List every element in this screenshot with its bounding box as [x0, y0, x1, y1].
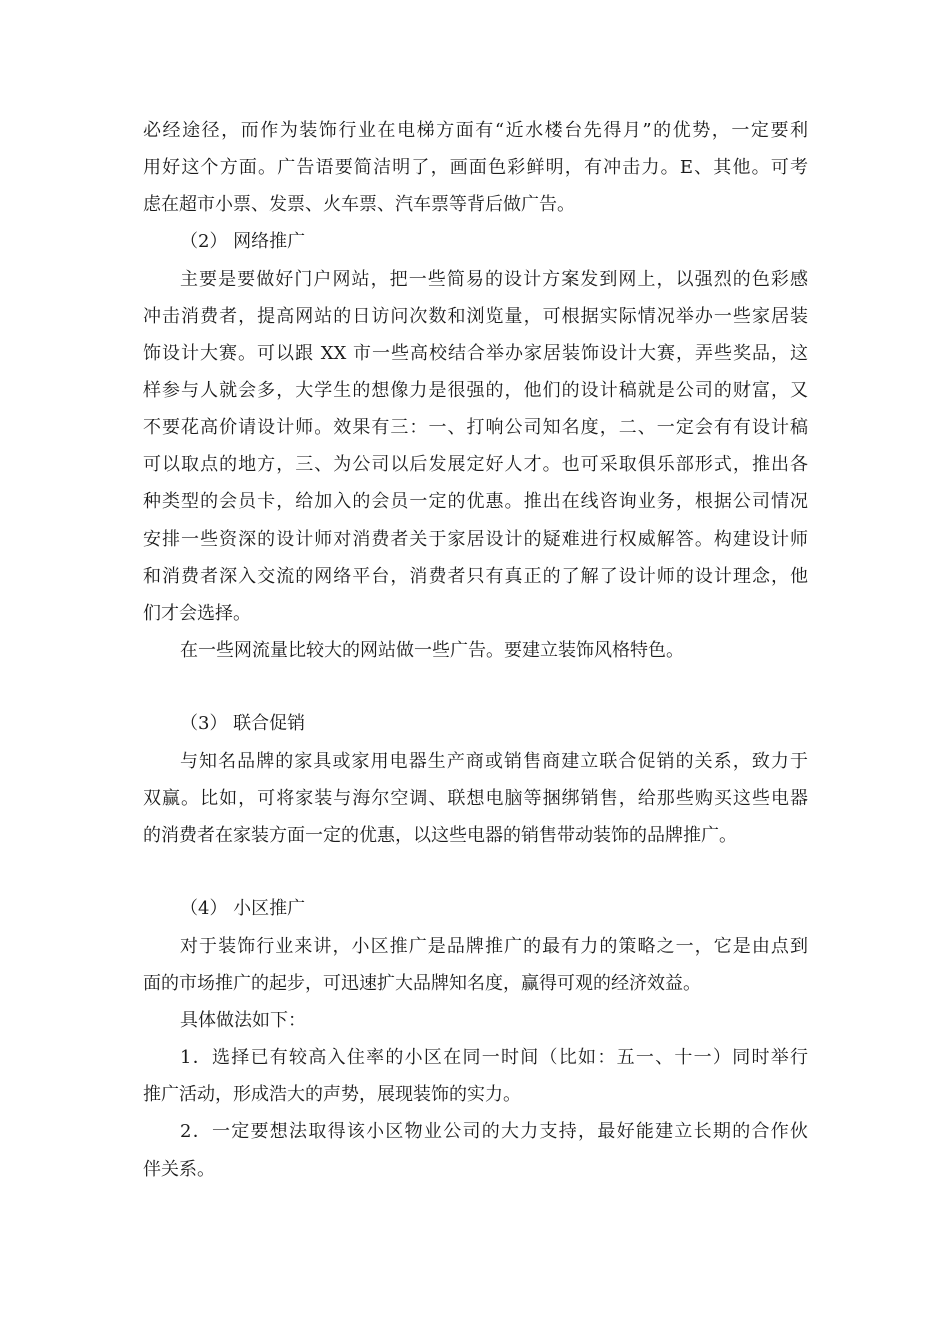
body-line: 必经途径，而作为装饰行业在电梯方面有“近水楼台先得月”的优势，一定要利	[143, 120, 808, 141]
section-heading: （2） 网络推广	[180, 231, 306, 252]
body-line: 推广活动，形成浩大的声势，展现装饰的实力。	[143, 1084, 521, 1105]
list-item: 1．选择已有较高入住率的小区在同一时间（比如：五一、十一）同时举行	[180, 1047, 808, 1068]
body-line: 们才会选择。	[143, 603, 251, 624]
body-line: 用好这个方面。广告语要简洁明了，画面色彩鲜明，有冲击力。E、其他。可考	[143, 157, 808, 178]
body-line: 安排一些资深的设计师对消费者关于家居设计的疑难进行权威解答。构建设计师	[143, 529, 808, 550]
body-line: 种类型的会员卡，给加入的会员一定的优惠。推出在线咨询业务，根据公司情况	[143, 491, 808, 512]
body-line: 饰设计大赛。可以跟 XX 市一些高校结合举办家居装饰设计大赛，弄些奖品，这	[143, 343, 808, 364]
section-heading: （4） 小区推广	[180, 898, 306, 919]
body-line: 和消费者深入交流的网络平台，消费者只有真正的了解了设计师的设计理念，他	[143, 566, 808, 587]
body-line: 对于装饰行业来讲，小区推广是品牌推广的最有力的策略之一，它是由点到	[180, 936, 808, 957]
body-line: 不要花高价请设计师。效果有三：一、打响公司知名度，二、一定会有有设计稿	[143, 417, 808, 438]
body-line: 样参与人就会多，大学生的想像力是很强的，他们的设计稿就是公司的财富，又	[143, 380, 808, 401]
body-line: 具体做法如下：	[180, 1010, 306, 1031]
body-line: 主要是要做好门户网站，把一些简易的设计方案发到网上，以强烈的色彩感	[180, 269, 808, 290]
body-line: 双赢。比如，可将家装与海尔空调、联想电脑等捆绑销售，给那些购买这些电器	[143, 788, 808, 809]
body-line: 与知名品牌的家具或家用电器生产商或销售商建立联合促销的关系，致力于	[180, 751, 808, 772]
body-line: 虑在超市小票、发票、火车票、汽车票等背后做广告。	[143, 194, 575, 215]
body-line: 面的市场推广的起步，可迅速扩大品牌知名度，赢得可观的经济效益。	[143, 973, 701, 994]
list-item: 2．一定要想法取得该小区物业公司的大力支持，最好能建立长期的合作伙	[180, 1121, 808, 1142]
body-line: 冲击消费者，提高网站的日访问次数和浏览量，可根据实际情况举办一些家居装	[143, 306, 808, 327]
section-heading: （3） 联合促销	[180, 713, 306, 734]
body-line: 在一些网流量比较大的网站做一些广告。要建立装饰风格特色。	[180, 640, 684, 661]
body-line: 的消费者在家装方面一定的优惠，以这些电器的销售带动装饰的品牌推广。	[143, 825, 737, 846]
body-line: 伴关系。	[143, 1159, 215, 1180]
body-line: 可以取点的地方，三、为公司以后发展定好人才。也可采取俱乐部形式，推出各	[143, 454, 808, 475]
